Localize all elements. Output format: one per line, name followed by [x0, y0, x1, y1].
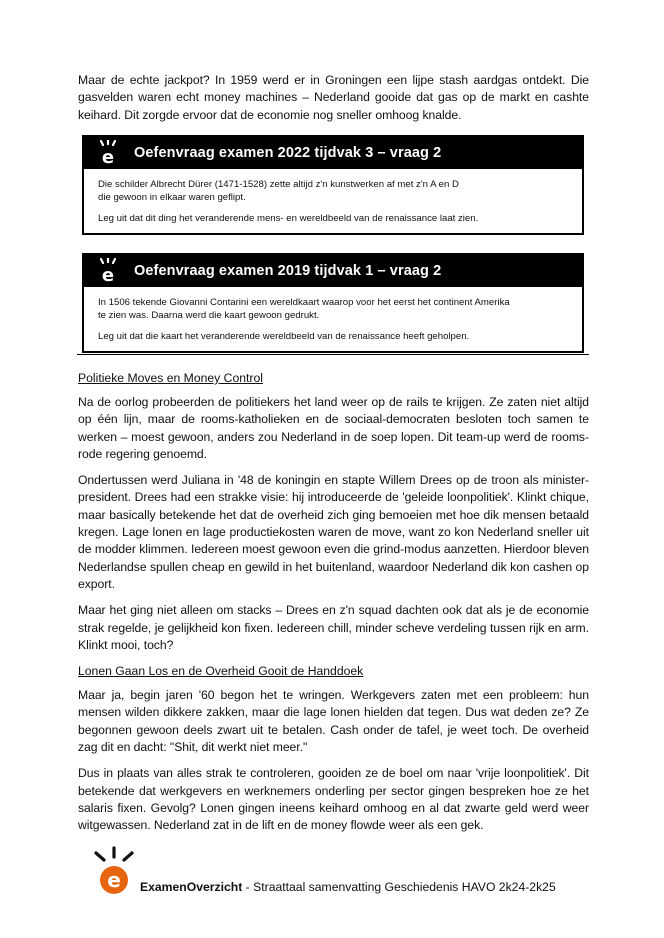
exam-assignment: Leg uit dat dit ding het veranderende mens- en wereldbeeld van de renaissance laat zien.: [98, 213, 479, 225]
paragraph: Na de oorlog probeerden de politiekers het land weer op de rails te krijgen. Ze zaten niet altijd op één lijn, maar de rooms-katholieken en de sociaal-democraten besloten toch samen te werken – moest gewoon, anders zou Nederland in de soep lopen. Dit team-up werd de rooms-rode regering genoemd.: [78, 395, 589, 461]
paragraph: Maar het ging niet alleen om stacks – Drees en z'n squad dachten ook dat als je de economie strak regelde, je gelijkheid kon fixen. Iedereen chill, minder scheve verdeling tussen rijk en arm. Klinkt mooi, toch?: [78, 603, 589, 652]
divider: [77, 354, 589, 355]
exam-body: [84, 169, 582, 234]
examenoverzicht-logo-icon: [96, 140, 120, 166]
paragraph: Ondertussen werd Juliana in '48 de koningin en stapte Willem Drees op de troon als minister-president. Drees had een strakke visie: hij introduceerde de 'geleide loonpolitiek'. Klinkt chique, maar basically betekende het dat de overheid zich ging bemoeien met hoe dik mensen betaald kregen. Lage lonen en lage productiekosten waren de move, want zo kon Nederland sneller uit de modder klimmen. Iedereen moest gewoon even die grind-modus aanzetten. Hierdoor bleven Nederlandse spullen cheap en gewild in het buitenland, waardoor Nederland dik kon cashen op export.: [78, 473, 589, 591]
svg-text:e: e: [101, 147, 115, 166]
svg-text:e: e: [107, 868, 121, 892]
paragraph: Dus in plaats van alles strak te controleren, gooiden ze de boel om naar 'vrije loonpolitiek'. Dit betekende dat werkgevers en werknemers onderling per sector gingen bespreken hoe ze het salaris fixen. Gevolg? Lonen gingen ineens keihard omhoog en al dat zwarte geld werd weer witgewassen. Nederland zat in de lift en de money flowde weer als een gek.: [78, 766, 589, 833]
paragraph: Maar ja, begin jaren '60 begon het te wringen. Werkgevers zaten met een probleem: hun mensen wilden dikkere zakken, maar die lage lonen hielden dat tegen. Dus wat deden ze? Ze begonnen gewoon deels zwart uit te betalen. Cash onder de tafel, je weet toch. De overheid zag dit en dacht: "Shit, dit werkt niet meer.": [78, 688, 589, 755]
svg-text:e: e: [101, 265, 115, 284]
exam-title: Oefenvraag examen 2019 tijdvak 1 – vraag 2: [134, 263, 442, 279]
section-heading: Lonen Gaan Los en de Overheid Gooit de Handdoek: [78, 664, 364, 679]
footer: [92, 846, 556, 898]
section-heading: Politieke Moves en Money Control: [78, 371, 263, 385]
examenoverzicht-logo-icon: [92, 846, 136, 898]
examenoverzicht-logo-icon: [96, 258, 120, 284]
exam-question-line: die gewoon in elkaar waren geflipt.: [98, 191, 246, 203]
exam-question: [98, 297, 568, 322]
exam-question-line: te zien was. Daarna werd die kaart gewoon gedrukt.: [98, 309, 320, 321]
footer-text: [140, 880, 556, 898]
intro-paragraph: Maar de echte jackpot? In 1959 werd er in Groningen een lijpe stash aardgas ontdekt. Die gasvelden waren echt money machines – Nederland gooide dat gas op de markt en cashte keihard. Dit zorgde ervoor dat de economie nog sneller omhoog knalde.: [78, 73, 589, 122]
main-content: [78, 370, 589, 844]
exam-question-line: Die schilder Albrecht Dürer (1471-1528) zette altijd z'n kunstwerken af met z'n A en D: [98, 179, 459, 190]
exam-question-box-2: [82, 253, 584, 353]
exam-title: Oefenvraag examen 2022 tijdvak 3 – vraag 2: [134, 145, 442, 161]
exam-title-bar: [84, 137, 582, 169]
footer-brand: ExamenOverzicht: [140, 880, 243, 894]
exam-title-bar: [84, 255, 582, 287]
exam-body: [84, 287, 582, 352]
exam-question-box-1: [82, 135, 584, 235]
footer-subtitle: - Straattaal samenvatting Geschiedenis HAVO 2k24-2k25: [242, 880, 556, 894]
intro-block: [78, 72, 589, 133]
exam-assignment: Leg uit dat die kaart het veranderende wereldbeeld van de renaissance heeft geholpen.: [98, 331, 470, 343]
exam-question: [98, 179, 568, 204]
exam-question-line: In 1506 tekende Giovanni Contarini een wereldkaart waarop voor het eerst het continent Amerika: [98, 297, 510, 308]
